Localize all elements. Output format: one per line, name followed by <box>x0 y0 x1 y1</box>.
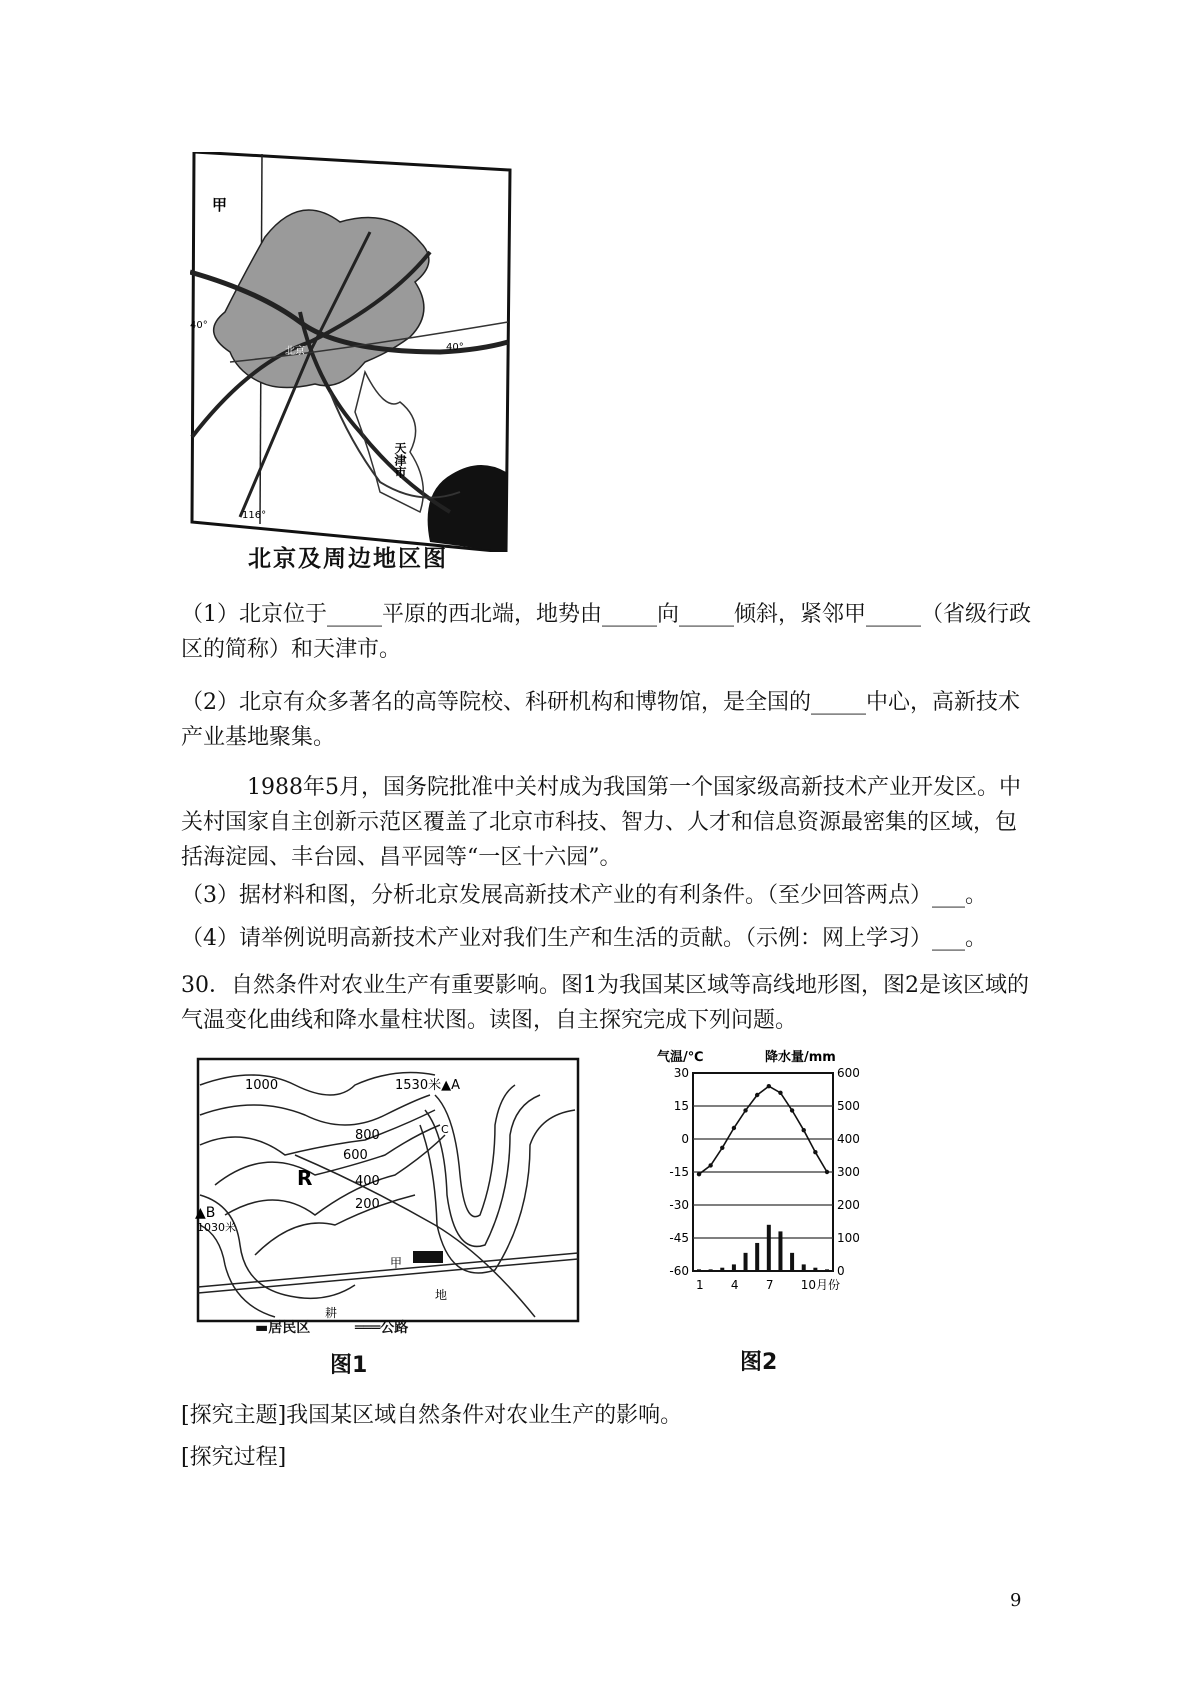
precipitation-bar <box>755 1243 759 1271</box>
precipitation-bar <box>732 1264 736 1271</box>
question-2: （2）北京有众多著名的高等院校、科研机构和博物馆，是全国的_____中心，高新技术产业基地聚集。 <box>181 690 1020 750</box>
question-1: （1）北京位于_____平原的西北端，地势由_____向_____倾斜，紧邻甲_____（省级行政区的简称）和天津市。 <box>181 602 1031 662</box>
contour-label-200: 200 <box>355 1197 380 1212</box>
point-r-label: R <box>297 1166 313 1190</box>
temperature-point <box>697 1172 701 1176</box>
temperature-point <box>778 1091 782 1095</box>
month-tick-label: 7 <box>765 1278 774 1292</box>
temperature-point <box>708 1163 712 1167</box>
question-3: （3）据材料和图，分析北京发展高新技术产业的有利条件。（至少回答两点）___。 <box>181 883 987 908</box>
material-paragraph: 1988年5月，国务院批准中关村成为我国第一个国家级高新技术产业开发区。中关村国家自主创新示范区覆盖了北京市科技、智力、人才和信息资源最密集的区域，包括海淀园、丰台园、昌平园等“一区十六园”。 <box>181 775 1021 870</box>
precipitation-tick-label: 300 <box>837 1165 860 1179</box>
temperature-point <box>743 1108 747 1112</box>
contour-map-svg <box>195 1055 585 1335</box>
climate-chart-figure <box>655 1045 885 1390</box>
month-tick-label: 10月份 <box>800 1278 841 1292</box>
precipitation-tick-label: 0 <box>837 1264 845 1278</box>
beijing-map-caption: 北京及周边地区图 <box>248 546 448 572</box>
map-label-jia: 甲 <box>212 196 228 214</box>
contour-label-600: 600 <box>343 1148 368 1163</box>
page-number: 9 <box>1010 1590 1022 1611</box>
precipitation-tick-label: 200 <box>837 1198 860 1212</box>
inquiry-topic: [探究主题]我国某区域自然条件对农业生产的影响。 <box>181 1403 683 1428</box>
temperature-axis-title: 气温/℃ <box>657 1050 704 1065</box>
temperature-tick-label: 15 <box>673 1099 689 1113</box>
precipitation-bar <box>744 1253 748 1271</box>
figure1-caption: 图1 <box>330 1353 368 1378</box>
label-di: 地 <box>435 1288 448 1302</box>
temperature-tick-label: -30 <box>669 1198 689 1212</box>
beijing-map-figure <box>190 152 520 592</box>
peak-b-height: 1030米 <box>197 1221 236 1234</box>
precipitation-tick-label: 500 <box>837 1099 860 1113</box>
inquiry-process: [探究过程] <box>181 1445 287 1470</box>
temperature-point <box>825 1170 829 1174</box>
temperature-tick-label: -45 <box>669 1231 689 1245</box>
label-geng: 耕 <box>325 1306 338 1320</box>
figure2-caption: 图2 <box>740 1350 778 1375</box>
temperature-tick-label: -15 <box>669 1165 689 1179</box>
temperature-tick-label: -60 <box>669 1264 689 1278</box>
contour-label-1000: 1000 <box>245 1078 279 1093</box>
temperature-point <box>720 1146 724 1150</box>
contour-map-figure <box>195 1055 585 1385</box>
temperature-point <box>755 1093 759 1097</box>
map-lon-label: 116° <box>242 510 267 521</box>
precipitation-bar <box>813 1268 817 1271</box>
contour-label-400: 400 <box>355 1174 380 1189</box>
month-tick-label: 1 <box>696 1278 704 1292</box>
legend-settlement: ▬居民区 <box>255 1320 311 1336</box>
temperature-point <box>767 1084 771 1088</box>
settlement-mark <box>413 1251 443 1263</box>
temperature-point <box>790 1108 794 1112</box>
precipitation-tick-label: 400 <box>837 1132 860 1146</box>
precipitation-bar <box>697 1269 701 1271</box>
temperature-point <box>732 1126 736 1130</box>
map-lat-left: 40° <box>190 320 208 331</box>
precipitation-axis-title: 降水量/mm <box>765 1050 836 1065</box>
precipitation-bar <box>720 1268 724 1271</box>
point-c-label: C <box>441 1123 449 1136</box>
peak-b-label: ▲B <box>195 1205 216 1221</box>
precipitation-bar <box>778 1231 782 1271</box>
legend-road: ═══公路 <box>355 1320 409 1336</box>
precipitation-tick-label: 100 <box>837 1231 860 1245</box>
precipitation-bar <box>709 1269 713 1271</box>
map-label-tianjin: 天津市 <box>393 442 407 478</box>
temperature-point <box>813 1150 817 1154</box>
map-lat-right: 40° <box>446 342 464 353</box>
temperature-tick-label: 30 <box>673 1066 689 1080</box>
beijing-map-svg <box>190 152 520 552</box>
precipitation-bar <box>825 1269 829 1271</box>
label-jia: 甲 <box>390 1256 403 1270</box>
contour-label-800: 800 <box>355 1128 380 1143</box>
precipitation-bar <box>767 1225 771 1271</box>
peak-a-label: 1530米▲A <box>395 1078 460 1093</box>
temperature-point <box>802 1128 806 1132</box>
precipitation-bar <box>802 1264 806 1271</box>
question-30: 30．自然条件对农业生产有重要影响。图1为我国某区域等高线地形图，图2是该区域的气温变化曲线和降水量柱状图。读图，自主探究完成下列问题。 <box>181 973 1029 1033</box>
temperature-tick-label: 0 <box>681 1132 689 1146</box>
climate-chart-svg <box>655 1045 885 1345</box>
precipitation-bar <box>790 1253 794 1271</box>
month-tick-label: 4 <box>730 1278 739 1292</box>
precipitation-tick-label: 600 <box>837 1066 860 1080</box>
map-label-beijing: 北京 <box>285 346 305 357</box>
question-4: （4）请举例说明高新技术产业对我们生产和生活的贡献。（示例：网上学习）___。 <box>181 926 987 951</box>
